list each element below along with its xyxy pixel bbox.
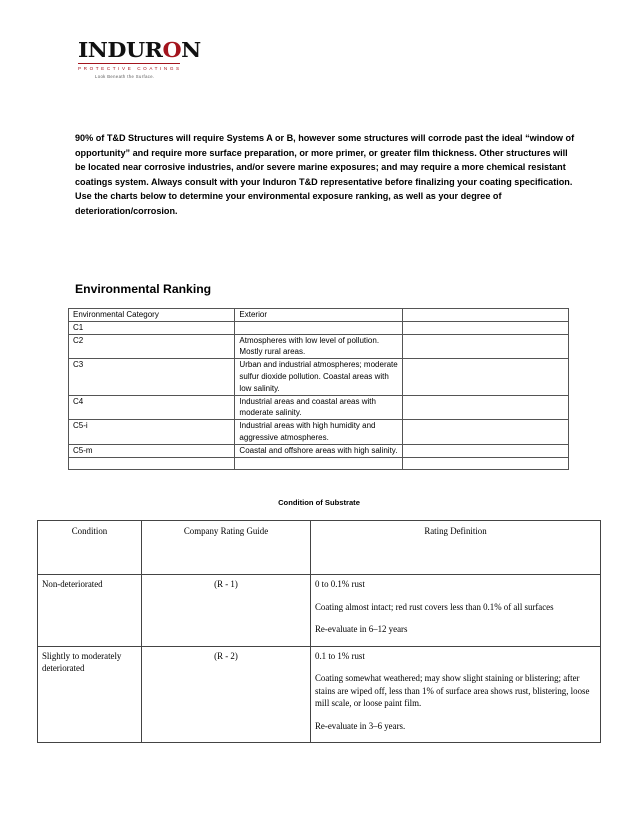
category-cell: C4 [69, 395, 235, 420]
header-cell: Condition [38, 521, 142, 575]
definition-cell [311, 575, 601, 647]
category-cell: C1 [69, 321, 235, 334]
category-cell: C5-i [69, 420, 235, 445]
intro-paragraph: 90% of T&D Structures will require Systems A or B, however some structures will corrode past the ideal “window of opportunity” and require more surface preparation, or more primer, or greater film thickness. Other structures will be located near corrosive industries, and/or severe marine exposures; and may require a more chemical resistant coatings system. Always consult with your Induron T&D representative before finalizing your coating specification. Use the charts below to determine your environmental exposure ranking, as well as your degree of deterioration/corrosion. [75, 133, 575, 216]
logo-rule [78, 63, 180, 64]
header-cell [402, 309, 568, 322]
table-row [69, 444, 569, 457]
exterior-cell: Coastal and offshore areas with high salinity. [235, 444, 402, 457]
table-row [69, 334, 569, 359]
header-cell: Rating Definition [311, 521, 601, 575]
table-row [69, 457, 569, 469]
definition-line: 0.1 to 1% rust [315, 650, 365, 661]
definition-line: Coating somewhat weathered; may show slight staining or blistering; after stains are wiped off, less than 1% of surface area shows rust, blistering, loose mill scale, or loose paint film. [315, 673, 590, 708]
table-header-row [69, 309, 569, 322]
empty-cell [402, 395, 568, 420]
table-row [69, 395, 569, 420]
empty-cell [402, 321, 568, 334]
logo-subtitle: PROTECTIVE COATINGS [78, 66, 182, 71]
rating-cell: (R - 2) [142, 646, 311, 743]
empty-cell [69, 457, 235, 469]
definition-cell [311, 646, 601, 743]
header-cell: Company Rating Guide [142, 521, 311, 575]
definition-line: Coating almost intact; red rust covers less than 0.1% of all surfaces [315, 601, 554, 612]
empty-cell [402, 457, 568, 469]
category-cell: C2 [69, 334, 235, 359]
condition-cell: Slightly to moderately deteriorated [38, 646, 142, 743]
empty-cell [402, 444, 568, 457]
condition-of-substrate-table [37, 520, 601, 743]
exterior-cell [235, 321, 402, 334]
definition-line: Re-evaluate in 3–6 years. [315, 720, 406, 731]
table-row [38, 646, 601, 743]
condition-of-substrate-title: Condition of Substrate [278, 498, 360, 507]
empty-cell [402, 420, 568, 445]
table-header-row [38, 521, 601, 575]
induron-logo [78, 38, 201, 79]
exterior-cell: Industrial areas with high humidity and aggressive atmospheres. [235, 420, 402, 445]
definition-line: 0 to 0.1% rust [315, 579, 365, 589]
header-cell: Environmental Category [69, 309, 235, 322]
definition-line: Re-evaluate in 6–12 years [315, 624, 408, 634]
empty-cell [235, 457, 402, 469]
table-row [69, 321, 569, 334]
rating-cell: (R - 1) [142, 575, 311, 647]
header-cell: Exterior [235, 309, 402, 322]
logo-tagline: Look Beneath the Surface. [95, 74, 155, 79]
exterior-cell: Industrial areas and coastal areas with moderate salinity. [235, 395, 402, 420]
table-row [69, 420, 569, 445]
table-row [38, 575, 601, 647]
environmental-ranking-title: Environmental Ranking [75, 282, 212, 296]
empty-cell [402, 359, 568, 395]
exterior-cell: Atmospheres with low level of pollution. Mostly rural areas. [235, 334, 402, 359]
exterior-cell: Urban and industrial atmospheres; moderate sulfur dioxide pollution. Coastal areas with low salinity. [235, 359, 402, 395]
category-cell: C3 [69, 359, 235, 395]
empty-cell [402, 334, 568, 359]
environmental-ranking-table [68, 308, 569, 470]
logo-wordmark: INDURON [78, 38, 201, 63]
condition-cell: Non-deteriorated [38, 575, 142, 647]
table-row [69, 359, 569, 395]
category-cell: C5-m [69, 444, 235, 457]
